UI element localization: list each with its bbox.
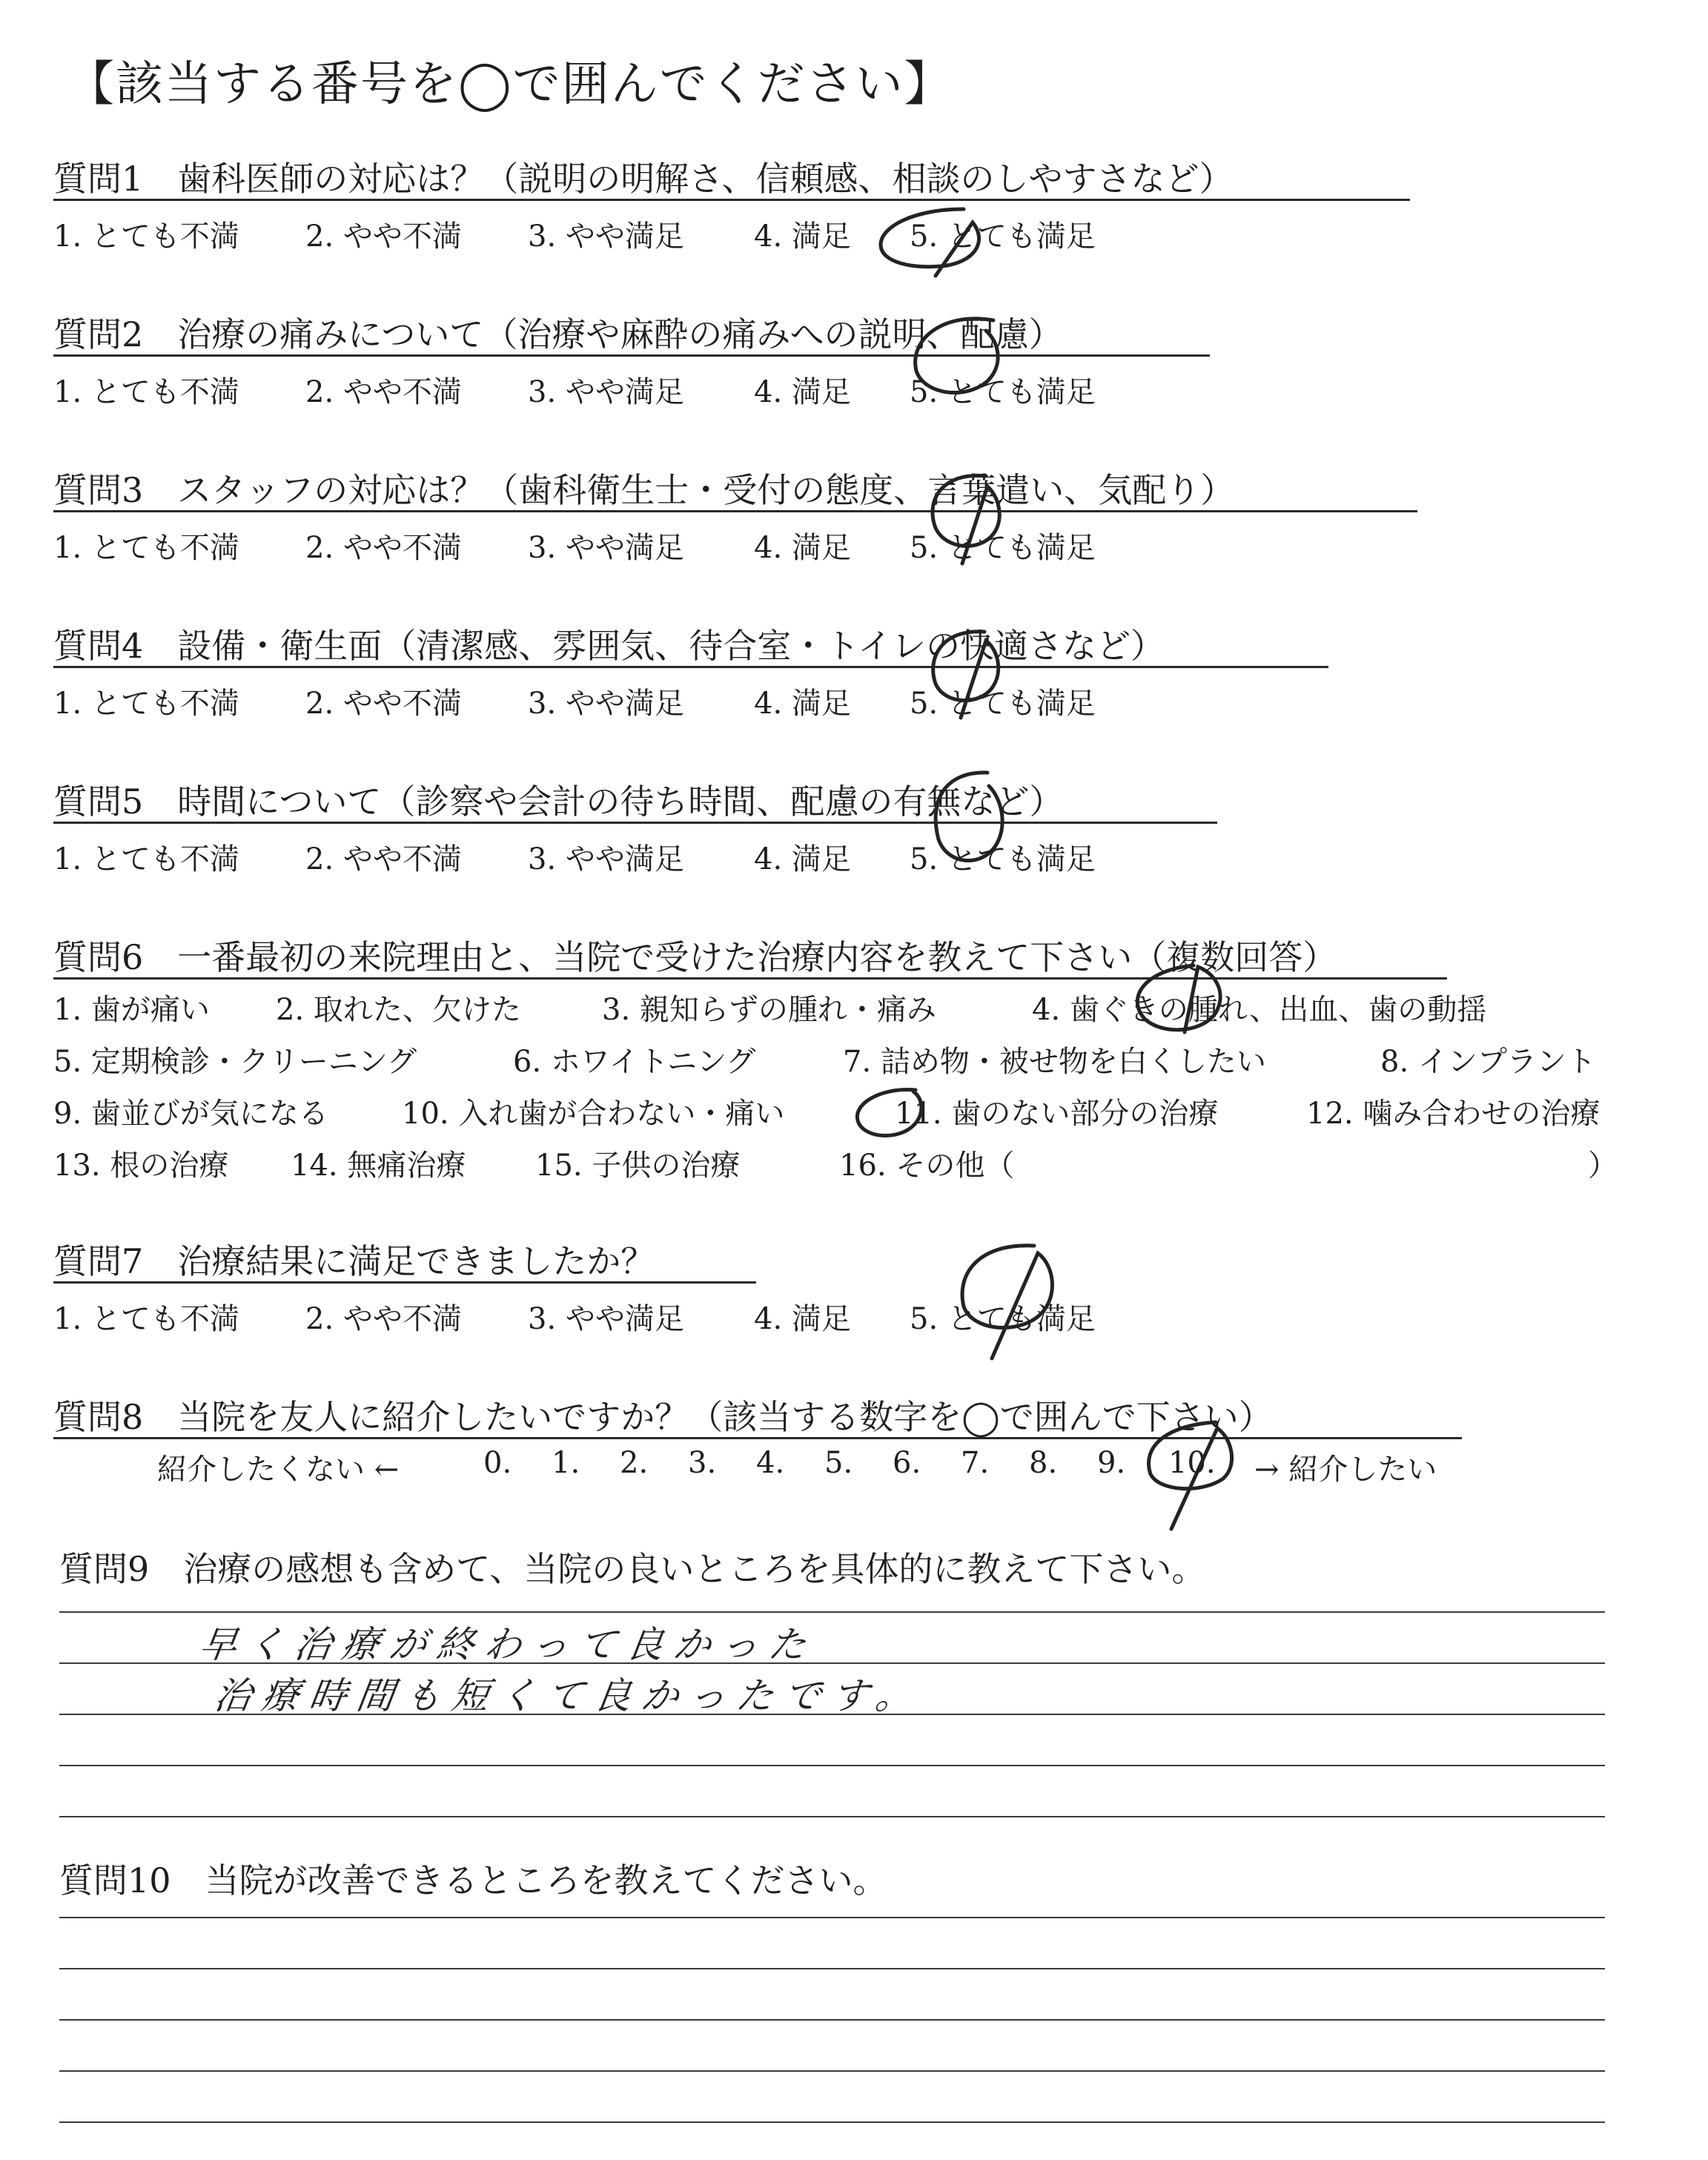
q5-option-4[interactable]: 4. 満足	[754, 842, 851, 876]
q9-writing-line-5	[59, 1816, 1605, 1817]
q10-writing-line-2	[59, 1968, 1605, 1969]
q9-writing-line-4	[59, 1765, 1605, 1766]
q1-option-2[interactable]: 2. やや不満	[305, 219, 462, 254]
question-10-text: 当院が改善できるところを教えてください。	[205, 1860, 887, 1900]
question-9-heading	[59, 1542, 1205, 1591]
question-5-options	[53, 836, 1239, 876]
q8-left-label: 紹介したくない ←	[157, 1453, 400, 1487]
q3-option-5[interactable]: 5. とても満足	[910, 531, 1096, 565]
question-5-text: 時間について（診察や会計の待ち時間、配慮の有無など）	[177, 782, 1064, 822]
page-title: 【該当する番号を◯で囲んでください】	[67, 57, 953, 112]
question-9-text: 治療の感想も含めて、当院の良いところを具体的に教えて下さい。	[183, 1549, 1206, 1589]
q8-score-9[interactable]: 9.	[1097, 1446, 1126, 1480]
q10-writing-line-4	[59, 2070, 1605, 2072]
question-7-underline	[53, 1281, 756, 1284]
question-7-label: 質問7	[53, 1241, 144, 1281]
q6-option-14[interactable]: 14. 無痛治療	[291, 1149, 466, 1183]
q3-option-2[interactable]: 2. やや不満	[305, 531, 462, 565]
q9-handwritten-answer-1: 早く治療が終わって良かった	[196, 1623, 820, 1666]
q5-option-3[interactable]: 3. やや満足	[528, 842, 684, 876]
question-6-label: 質問6	[53, 937, 144, 977]
q6-option-1[interactable]: 1. 歯が痛い	[53, 993, 210, 1027]
q8-score-2[interactable]: 2.	[620, 1446, 649, 1480]
q6-option-15[interactable]: 15. 子供の治療	[535, 1149, 741, 1183]
question-2-underline	[53, 354, 1210, 357]
question-1-label: 質問1	[53, 159, 144, 199]
q7-option-1[interactable]: 1. とても不満	[53, 1302, 239, 1336]
q4-option-3[interactable]: 3. やや満足	[528, 687, 684, 721]
question-7-text: 治療結果に満足できましたか？	[177, 1241, 655, 1281]
question-3-text: スタッフの対応は？（歯科衛生士・受付の態度、言葉遣い、気配り）	[177, 470, 1235, 510]
question-3-heading	[53, 463, 1234, 512]
question-4-heading	[53, 619, 1165, 668]
question-1-text: 歯科医師の対応は？（説明の明解さ、信頼感、相談のしやすさなど）	[177, 159, 1234, 199]
question-6-options	[53, 986, 1684, 1194]
q5-option-5[interactable]: 5. とても満足	[910, 842, 1096, 876]
q6-option-8[interactable]: 8. インプラント	[1380, 1045, 1596, 1079]
q1-option-4[interactable]: 4. 満足	[754, 219, 851, 254]
question-6-text: 一番最初の来院理由と、当院で受けた治療内容を教えて下さい（複数回答）	[177, 937, 1337, 977]
question-4-options	[53, 680, 1239, 721]
q8-score-5[interactable]: 5.	[824, 1446, 853, 1480]
q3-option-4[interactable]: 4. 満足	[754, 531, 851, 565]
question-10-label: 質問10	[59, 1860, 171, 1900]
q10-writing-line-1	[59, 1917, 1605, 1918]
question-2-options	[53, 369, 1239, 409]
q8-score-0[interactable]: 0.	[483, 1446, 512, 1480]
q10-writing-line-3	[59, 2019, 1605, 2021]
question-2-text: 治療の痛みについて（治療や麻酔の痛みへの説明、配慮）	[177, 314, 1063, 354]
q6-option-4[interactable]: 4. 歯ぐきの腫れ、出血、歯の動揺	[1032, 993, 1487, 1027]
q6-option-13[interactable]: 13. 根の治療	[53, 1149, 229, 1183]
q8-score-7[interactable]: 7.	[961, 1446, 990, 1480]
q10-writing-line-5	[59, 2121, 1605, 2123]
question-7-heading	[53, 1235, 655, 1284]
q2-option-5[interactable]: 5. とても満足	[910, 375, 1096, 409]
q2-option-1[interactable]: 1. とても不満	[53, 375, 239, 409]
q8-score-1[interactable]: 1.	[552, 1446, 580, 1480]
q4-option-2[interactable]: 2. やや不満	[305, 687, 462, 721]
q8-score-6[interactable]: 6.	[893, 1446, 921, 1480]
q6-option-11[interactable]: 11. 歯のない部分の治療	[895, 1097, 1219, 1131]
question-5-underline	[53, 822, 1217, 824]
q6-option-7[interactable]: 7. 詰め物・被せ物を白くしたい	[843, 1045, 1266, 1079]
q4-option-1[interactable]: 1. とても不満	[53, 687, 239, 721]
question-4-underline	[53, 666, 1328, 668]
q1-option-1[interactable]: 1. とても不満	[53, 219, 239, 254]
q1-option-5[interactable]: 5. とても満足	[910, 219, 1096, 254]
question-1-heading	[53, 152, 1233, 201]
question-9-label: 質問9	[59, 1549, 150, 1589]
q2-option-4[interactable]: 4. 満足	[754, 375, 851, 409]
q3-option-3[interactable]: 3. やや満足	[528, 531, 684, 565]
q5-option-1[interactable]: 1. とても不満	[53, 842, 239, 876]
question-8-underline	[53, 1437, 1462, 1439]
question-8-scale	[53, 1446, 1536, 1487]
question-1-underline	[53, 199, 1410, 201]
q2-option-2[interactable]: 2. やや不満	[305, 375, 462, 409]
q8-score-8[interactable]: 8.	[1029, 1446, 1058, 1480]
q6-option-2[interactable]: 2. 取れた、欠けた	[276, 993, 521, 1027]
question-1-options	[53, 213, 1239, 254]
q8-right-label: → 紹介したい	[1254, 1453, 1437, 1487]
question-8-label: 質問8	[53, 1397, 144, 1437]
q7-option-5[interactable]: 5. とても満足	[910, 1302, 1096, 1336]
question-7-options	[53, 1295, 1239, 1336]
q6-option-3[interactable]: 3. 親知らずの腫れ・痛み	[602, 993, 936, 1027]
q1-option-3[interactable]: 3. やや満足	[528, 219, 684, 254]
question-4-text: 設備・衛生面（清潔感、雰囲気、待合室・トイレの快適さなど）	[177, 626, 1165, 666]
q8-score-3[interactable]: 3.	[688, 1446, 717, 1480]
q4-option-4[interactable]: 4. 満足	[754, 687, 851, 721]
question-8-heading	[53, 1390, 1273, 1439]
q8-score-10[interactable]: 10.	[1168, 1446, 1216, 1480]
q2-option-3[interactable]: 3. やや満足	[528, 375, 684, 409]
q6-option-9[interactable]: 9. 歯並びが気になる	[53, 1097, 328, 1131]
question-6-heading	[53, 931, 1337, 980]
q6-option-16-other[interactable]: 16. その他（	[839, 1149, 1015, 1183]
q6-option-5[interactable]: 5. 定期検診・クリーニング	[53, 1045, 417, 1079]
question-2-heading	[53, 308, 1062, 357]
question-5-label: 質問5	[53, 782, 144, 822]
q3-option-1[interactable]: 1. とても不満	[53, 531, 239, 565]
q8-score-4[interactable]: 4.	[756, 1446, 785, 1480]
question-6-underline	[53, 977, 1447, 980]
question-4-label: 質問4	[53, 626, 144, 666]
q9-handwritten-answer-2: 治療時間も短くて良かったです。	[211, 1674, 927, 1717]
question-5-heading	[53, 775, 1063, 824]
q6-other-close-paren: ）	[1588, 1149, 1618, 1183]
q7-option-3[interactable]: 3. やや満足	[528, 1302, 684, 1336]
q4-option-5[interactable]: 5. とても満足	[910, 687, 1096, 721]
q7-option-4[interactable]: 4. 満足	[754, 1302, 851, 1336]
question-3-underline	[53, 510, 1417, 512]
q5-option-2[interactable]: 2. やや不満	[305, 842, 462, 876]
q9-writing-line-1	[59, 1611, 1605, 1613]
q6-option-10[interactable]: 10. 入れ歯が合わない・痛い	[402, 1097, 785, 1131]
q6-option-12[interactable]: 12. 噛み合わせの治療	[1306, 1097, 1601, 1131]
question-3-options	[53, 524, 1239, 565]
question-3-label: 質問3	[53, 470, 144, 510]
q7-option-2[interactable]: 2. やや不満	[305, 1302, 462, 1336]
question-8-text: 当院を友人に紹介したいですか？（該当する数字を◯で囲んで下さい）	[177, 1397, 1273, 1437]
q6-option-6[interactable]: 6. ホワイトニング	[513, 1045, 756, 1079]
question-2-label: 質問2	[53, 314, 144, 354]
question-10-heading	[59, 1854, 887, 1903]
